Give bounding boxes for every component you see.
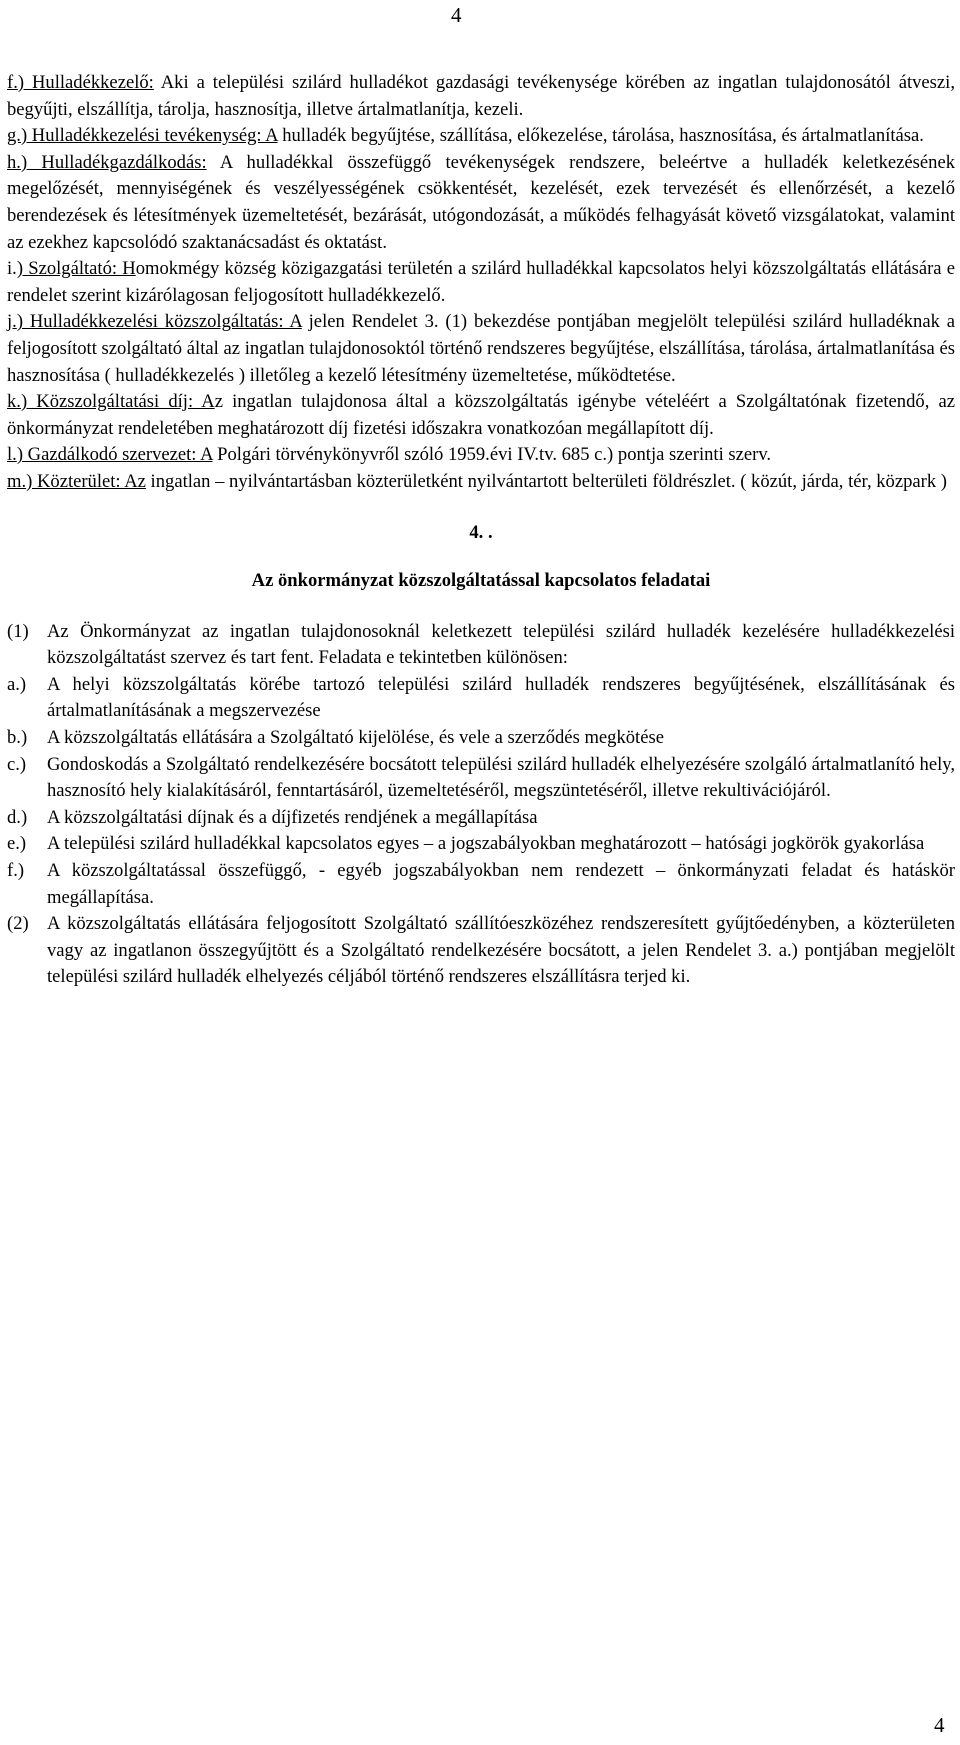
- list-item-text: A települési szilárd hulladékkal kapcsolatos egyes – a jogszabályokban meghatározott – hatósági jogkörök gyakorlása: [47, 833, 925, 855]
- definition-m: [7, 469, 955, 496]
- definition-g: [7, 123, 955, 150]
- list-item-a: [7, 672, 955, 725]
- definition-f-term: ) Hulladékkezelő:: [17, 72, 154, 93]
- list-item-text: A helyi közszolgáltatás körébe tartozó települési szilárd hulladék rendszeres begyűjtésének, elszállításának és ártalmatlanításának a megszervezése: [47, 673, 955, 722]
- list-item-text: A közszolgáltatás ellátására feljogosított Szolgáltató szállítóeszközéhez rendszeresített gyűjtőedényben, a közterületen vagy az ingatlanon összegyűjtött és a Szolgáltató rendelkezésére bocsátott, a jelen Rendelet 3. a.) pontjában megjelölt települési szilárd hulladék elhelyezés céljából történő rendszeres elszállításra terjed ki.: [47, 913, 955, 988]
- definition-l: [7, 442, 955, 469]
- list-item-c: [7, 752, 955, 805]
- section-title: Az önkormányzat közszolgáltatással kapcsolatos feladatai: [251, 570, 711, 592]
- definition-l-letter: l.: [7, 444, 17, 466]
- definition-i-letter: i.: [7, 258, 17, 280]
- definition-f-letter: f.: [7, 72, 18, 93]
- definition-j-letter: j.: [7, 311, 17, 333]
- list-item-e: [7, 831, 955, 858]
- list-item-text: A közszolgáltatási díjnak és a díjfizetés rendjének a megállapítása: [47, 806, 538, 828]
- list-item-label: d.): [7, 806, 28, 828]
- list-item-text: A közszolgáltatás ellátására a Szolgáltató kijelölése, és vele a szerződés megkötése: [47, 727, 664, 749]
- list-item-label: a.): [7, 673, 27, 695]
- definition-j: [7, 309, 955, 389]
- list-item-f: [7, 858, 955, 911]
- document-body: [7, 70, 955, 991]
- list-item-text: A közszolgáltatással összefüggő, - egyéb jogszabályokban nem rendezett – önkormányzati feladat és hatáskör megállapítása.: [47, 860, 955, 908]
- page-number-top: 4: [451, 3, 462, 27]
- list-item-b: [7, 725, 955, 752]
- definition-k-term: ) Közszolgáltatási díj: A: [20, 391, 215, 413]
- definition-m-text: ingatlan – nyilvántartásban közterületként nyilvántartott belterületi földrészlet. ( közút, járda, tér, közpark ): [145, 470, 947, 492]
- definition-j-term: ) Hulladékkezelési közszolgáltatás: A: [16, 311, 302, 333]
- definition-h-letter: h.: [7, 151, 21, 173]
- definition-g-letter: g.: [7, 125, 21, 147]
- section-number: 4. .: [469, 521, 493, 543]
- definition-h-text: A hulladékkal összefüggő tevékenységek rendszere, beleértve a hulladék keletkezésének megelőzését, mennyiségének és veszélyességének csökkentését, kezelését, ezek tervezését és ellenőrzését, a kezelő berendezések és létesítmények üzemeltetését, bezárását, utógondozását, a működés felhagyását követő vizsgálatokat, valamint az ezekhez kapcsolódó szaktanácsadást és oktatást.: [7, 151, 956, 253]
- definition-i: [7, 256, 955, 309]
- definition-j-text: jelen Rendelet 3. (1) bekezdése pontjában megjelölt települési szilárd hulladéknak a feljogosított szolgáltató által az ingatlan tulajdonosoktól történő rendszeres begyűjtése, elszállítása, tárolása, ártalmatlanítása és hasznosítása ( hulladékkezelés ) illetőleg a kezelő létesítmény üzemeltetése, működtetése.: [7, 311, 955, 386]
- definition-f: [7, 70, 955, 123]
- definition-i-text: omokmégy község közigazgatási területén a szilárd hulladékkal kapcsolatos helyi közszolgáltatás ellátására e rendelet szerint kizárólagosan feljogosított hulladékkezelő.: [7, 258, 955, 306]
- definition-i-term: ) Szolgáltató: H: [16, 258, 136, 280]
- definition-l-text: Polgári törvénykönyvről szóló 1959.évi IV.tv. 685 c.) pontja szerinti szerv.: [212, 444, 772, 466]
- list-item-1: [7, 619, 955, 672]
- list-item-label: c.): [7, 753, 27, 775]
- page-number-bottom: 4: [934, 1713, 945, 1737]
- list-item-label: e.): [7, 833, 27, 855]
- definition-g-term: ) Hulladékkezelési tevékenység: A: [20, 125, 278, 147]
- list-item-text: Gondoskodás a Szolgáltató rendelkezésére bocsátott települési szilárd hulladék elhelyezésére szolgáló ártalmatlanító hely, hasznosító hely kialakításáról, fenntartásáról, üzemeltetéséről, megszüntetéséről, illetve rekultivációjáról.: [47, 753, 955, 802]
- definition-m-letter: m.: [7, 470, 27, 492]
- definition-h: [7, 150, 955, 256]
- list-item-label: f.): [7, 860, 25, 882]
- definition-h-term: ) Hulladékgazdálkodás:: [20, 151, 207, 173]
- list-item-label: b.): [7, 727, 28, 749]
- definition-k: [7, 389, 955, 442]
- definition-g-text: hulladék begyűjtése, szállítása, előkezelése, tárolása, hasznosítása, és ártalmatlanítása.: [277, 125, 924, 147]
- definition-m-term: ) Közterület: Az: [26, 470, 146, 492]
- list-item-text: Az Önkormányzat az ingatlan tulajdonosoknál keletkezett települési szilárd hulladék kezelésére hulladékkezelési közszolgáltatást szervez és tart fent. Feladata e tekintetben különösen:: [47, 620, 955, 669]
- list-item-2: [7, 911, 955, 991]
- list-item-d: [7, 805, 955, 832]
- definition-k-text: z ingatlan tulajdonosa által a közszolgáltatás igénybe vételéért a Szolgáltatónak fizetendő, az önkormányzat rendeletében meghatározott díj fizetési időszakra vonatkozóan megállapított díj.: [7, 391, 955, 439]
- definition-k-letter: k.: [7, 391, 21, 413]
- list-item-label: (2): [7, 913, 29, 935]
- definition-l-term: ) Gazdálkodó szervezet: A: [16, 444, 213, 466]
- definition-f-text: Aki a települési szilárd hulladékot gazdasági tevékenysége körében az ingatlan tulajdonosától átveszi, begyűjti, elszállítja, tárolja, hasznosítja, illetve ártalmatlanítja, kezeli.: [7, 72, 955, 120]
- list-item-label: (1): [7, 620, 29, 642]
